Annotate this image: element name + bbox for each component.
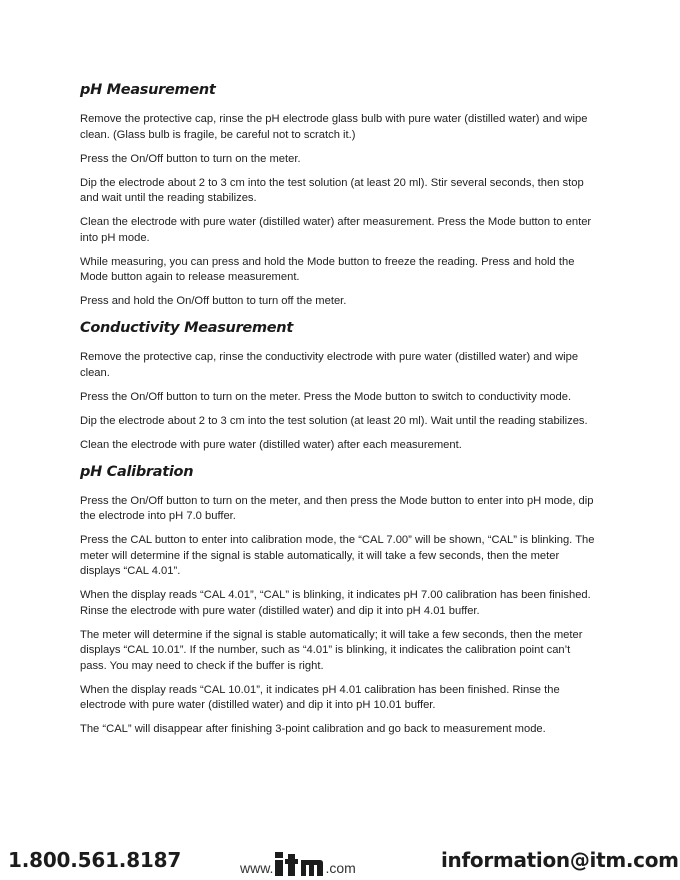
paragraph: Remove the protective cap, rinse the conductivity electrode with pure water (distilled water) and wipe clean. [80,351,579,379]
phone-number: 1.800.561.8187 [8,848,182,872]
paragraph: When the display reads “CAL 10.01”, it indicates pH 4.01 calibration has been finished. Rinse the electrode with pure water (distilled water) and dip it into pH 10.01 buffer. [80,683,560,711]
paragraph: Press and hold the On/Off button to turn off the meter. [80,295,347,307]
page-footer [0,848,680,880]
paragraph: Dip the electrode about 2 to 3 cm into the test solution (at least 20 ml). Stir several seconds, then stop and wait until the reading stabilizes. [80,176,584,204]
paragraph: While measuring, you can press and hold the Mode button to freeze the reading. Press and hold the Mode button again to release measurement. [80,255,575,283]
document-body [80,80,600,746]
paragraph: Clean the electrode with pure water (distilled water) after measurement. Press the Mode button to enter into pH mode. [80,216,592,244]
paragraph: Press the On/Off button to turn on the meter. Press the Mode button to switch to conductivity mode. [80,390,572,403]
paragraph: The “CAL” will disappear after finishing 3-point calibration and go back to measurement mode. [80,723,546,735]
paragraph: Dip the electrode about 2 to 3 cm into the test solution (at least 20 ml). Wait until the reading stabilizes. [80,414,588,427]
section-heading: pH Calibration [80,463,194,480]
section [80,462,600,738]
paragraph: The meter will determine if the signal is stable automatically; it will take a few seconds, then the meter displays “CAL 10.01”. If the number, such as “4.01” is blinking, it indicates the calibration point can’t pass. You may need to check if the buffer is right. [80,628,583,672]
paragraph: When the display reads “CAL 4.01”, “CAL” is blinking, it indicates pH 7.00 calibration has been finished. Rinse the electrode with pure water (distilled water) and dip it into pH 4.01 buffer. [80,589,591,617]
website-prefix: www. [240,860,274,876]
section-heading: pH Measurement [80,82,216,98]
website-suffix: .com [325,860,356,876]
email-address: information@itm.com [441,848,679,872]
website [240,850,356,876]
paragraph: Press the On/Off button to turn on the meter. [80,152,301,165]
section [80,318,600,453]
paragraph: Press the On/Off button to turn on the meter, and then press the Mode button to enter into pH mode, dip the electrode into pH 7.0 buffer. [80,494,594,522]
paragraph: Remove the protective cap, rinse the pH electrode glass bulb with pure water (distilled water) and wipe clean. (Glass bulb is fragile, be careful not to scratch it.) [80,113,588,141]
section-heading: Conductivity Measurement [80,320,293,336]
paragraph: Press the CAL button to enter into calibration mode, the “CAL 7.00” will be shown, “CAL” is blinking. The meter will determine if the signal is stable automatically, it will take a few seconds, then the meter displays “CAL 4.01”. [80,534,595,577]
itm-logo-icon [274,852,324,876]
section [80,80,600,310]
paragraph: Clean the electrode with pure water (distilled water) after each measurement. [80,438,462,451]
